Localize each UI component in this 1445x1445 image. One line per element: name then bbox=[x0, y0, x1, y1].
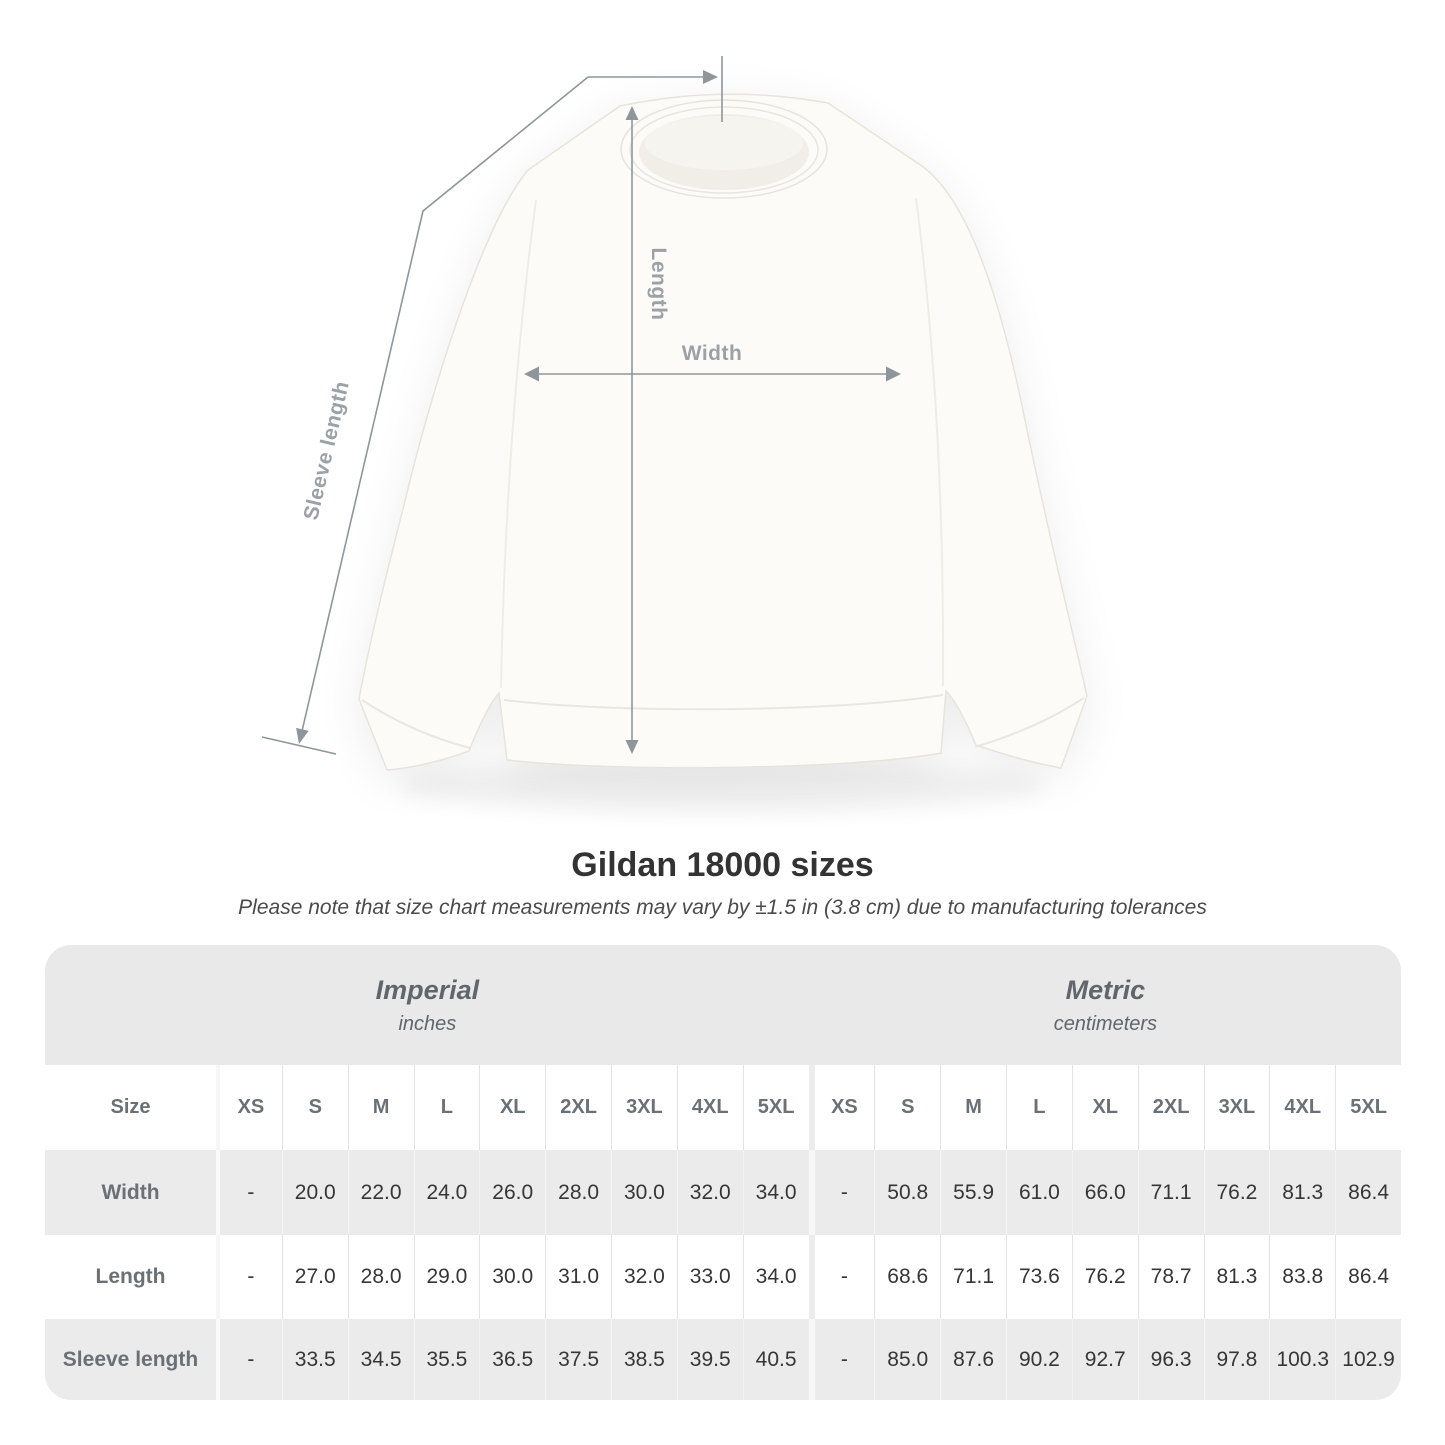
row-label: Length bbox=[95, 1265, 166, 1288]
size-column-header: Size bbox=[110, 1096, 151, 1118]
value-cell: - bbox=[809, 1235, 875, 1319]
value-cell: 76.2 bbox=[1072, 1235, 1138, 1319]
value-cell: 31.0 bbox=[545, 1235, 611, 1319]
value-cell: 90.2 bbox=[1006, 1319, 1072, 1400]
size-header-cell: XL bbox=[479, 1065, 545, 1150]
size-header-cell: L bbox=[414, 1065, 480, 1150]
unit-band bbox=[45, 945, 1401, 1065]
value-cell: 36.5 bbox=[479, 1319, 545, 1400]
value-cell: 97.8 bbox=[1204, 1319, 1270, 1400]
value-cell: 22.0 bbox=[348, 1150, 414, 1235]
value-cell: 100.3 bbox=[1269, 1319, 1335, 1400]
imperial-title: Imperial bbox=[375, 974, 480, 1005]
value-cell: 86.4 bbox=[1335, 1235, 1401, 1319]
value-cell: 32.0 bbox=[611, 1235, 677, 1319]
value-cell: 76.2 bbox=[1204, 1150, 1270, 1235]
value-cell: 102.9 bbox=[1335, 1319, 1401, 1400]
value-cell: - bbox=[216, 1150, 282, 1235]
value-cell: - bbox=[216, 1235, 282, 1319]
size-header-cell: 3XL bbox=[1204, 1065, 1270, 1150]
value-cell: 28.0 bbox=[545, 1150, 611, 1235]
value-cell: 28.0 bbox=[348, 1235, 414, 1319]
size-header-cell: 5XL bbox=[743, 1065, 809, 1150]
value-cell: 71.1 bbox=[1138, 1150, 1204, 1235]
value-cell: 24.0 bbox=[414, 1150, 480, 1235]
row-label: Sleeve length bbox=[62, 1347, 199, 1371]
size-header-cell: S bbox=[874, 1065, 940, 1150]
value-cell: 71.1 bbox=[940, 1235, 1006, 1319]
value-cell: 27.0 bbox=[282, 1235, 348, 1319]
value-cell: 40.5 bbox=[743, 1319, 809, 1400]
size-header-cell: XS bbox=[809, 1065, 875, 1150]
sleeve-arrow-cuff bbox=[296, 728, 309, 744]
value-cell: - bbox=[809, 1150, 875, 1235]
size-header-cell: 5XL bbox=[1335, 1065, 1401, 1150]
value-cell: 29.0 bbox=[414, 1235, 480, 1319]
value-cell: 68.6 bbox=[874, 1235, 940, 1319]
table-row bbox=[45, 1150, 1401, 1235]
value-cell: 33.5 bbox=[282, 1319, 348, 1400]
sleeve-arrow-right bbox=[703, 70, 718, 84]
size-header-cell: 4XL bbox=[677, 1065, 743, 1150]
collar-inside-back bbox=[645, 116, 803, 170]
value-cell: 35.5 bbox=[414, 1319, 480, 1400]
value-cell: 34.0 bbox=[743, 1235, 809, 1319]
width-dimension-label: Width bbox=[681, 342, 743, 365]
value-cell: 81.3 bbox=[1204, 1235, 1270, 1319]
size-header-cell: L bbox=[1006, 1065, 1072, 1150]
table-row bbox=[45, 1235, 1401, 1319]
value-cell: 26.0 bbox=[479, 1150, 545, 1235]
size-header-cell: 4XL bbox=[1269, 1065, 1335, 1150]
value-cell: 34.5 bbox=[348, 1319, 414, 1400]
value-cell: - bbox=[809, 1319, 875, 1400]
value-cell: 83.8 bbox=[1269, 1235, 1335, 1319]
table-row bbox=[45, 1319, 1401, 1400]
value-cell: - bbox=[216, 1319, 282, 1400]
size-header-cell: M bbox=[348, 1065, 414, 1150]
size-header-cell: 3XL bbox=[611, 1065, 677, 1150]
value-cell: 92.7 bbox=[1072, 1319, 1138, 1400]
value-cell: 37.5 bbox=[545, 1319, 611, 1400]
value-cell: 55.9 bbox=[940, 1150, 1006, 1235]
value-cell: 34.0 bbox=[743, 1150, 809, 1235]
row-label: Width bbox=[101, 1180, 160, 1204]
value-cell: 30.0 bbox=[611, 1150, 677, 1235]
value-cell: 50.8 bbox=[874, 1150, 940, 1235]
imperial-unit: inches bbox=[398, 1012, 457, 1035]
value-cell: 96.3 bbox=[1138, 1319, 1204, 1400]
value-cell: 33.0 bbox=[677, 1235, 743, 1319]
size-header-cell: M bbox=[940, 1065, 1006, 1150]
value-cell: 81.3 bbox=[1269, 1150, 1335, 1235]
size-header-cell: XS bbox=[216, 1065, 282, 1150]
value-cell: 85.0 bbox=[874, 1319, 940, 1400]
metric-title: Metric bbox=[1065, 974, 1146, 1005]
size-header-cell: 2XL bbox=[545, 1065, 611, 1150]
value-cell: 87.6 bbox=[940, 1319, 1006, 1400]
sleeve-dimension-label: Sleeve length bbox=[299, 378, 354, 523]
size-header-cell: 2XL bbox=[1138, 1065, 1204, 1150]
size-header-cell: XL bbox=[1072, 1065, 1138, 1150]
tolerance-note: Please note that size chart measurements may vary by ±1.5 in (3.8 cm) due to manufacturing tolerances bbox=[238, 896, 1207, 919]
size-table bbox=[45, 945, 1401, 1400]
value-cell: 39.5 bbox=[677, 1319, 743, 1400]
size-table-rows bbox=[45, 1065, 1401, 1400]
imperial-group-header bbox=[45, 945, 810, 1065]
metric-unit: centimeters bbox=[1053, 1012, 1158, 1035]
value-cell: 38.5 bbox=[611, 1319, 677, 1400]
value-cell: 61.0 bbox=[1006, 1150, 1072, 1235]
value-cell: 66.0 bbox=[1072, 1150, 1138, 1235]
value-cell: 32.0 bbox=[677, 1150, 743, 1235]
length-dimension-label: Length bbox=[647, 247, 670, 321]
metric-group-header bbox=[810, 945, 1401, 1065]
value-cell: 20.0 bbox=[282, 1150, 348, 1235]
value-cell: 78.7 bbox=[1138, 1235, 1204, 1319]
table-header-row bbox=[45, 1065, 1401, 1150]
value-cell: 30.0 bbox=[479, 1235, 545, 1319]
value-cell: 73.6 bbox=[1006, 1235, 1072, 1319]
size-header-cell: S bbox=[282, 1065, 348, 1150]
page-title: Gildan 18000 sizes bbox=[571, 846, 874, 884]
sweatshirt-illustration bbox=[359, 94, 1087, 770]
value-cell: 86.4 bbox=[1335, 1150, 1401, 1235]
